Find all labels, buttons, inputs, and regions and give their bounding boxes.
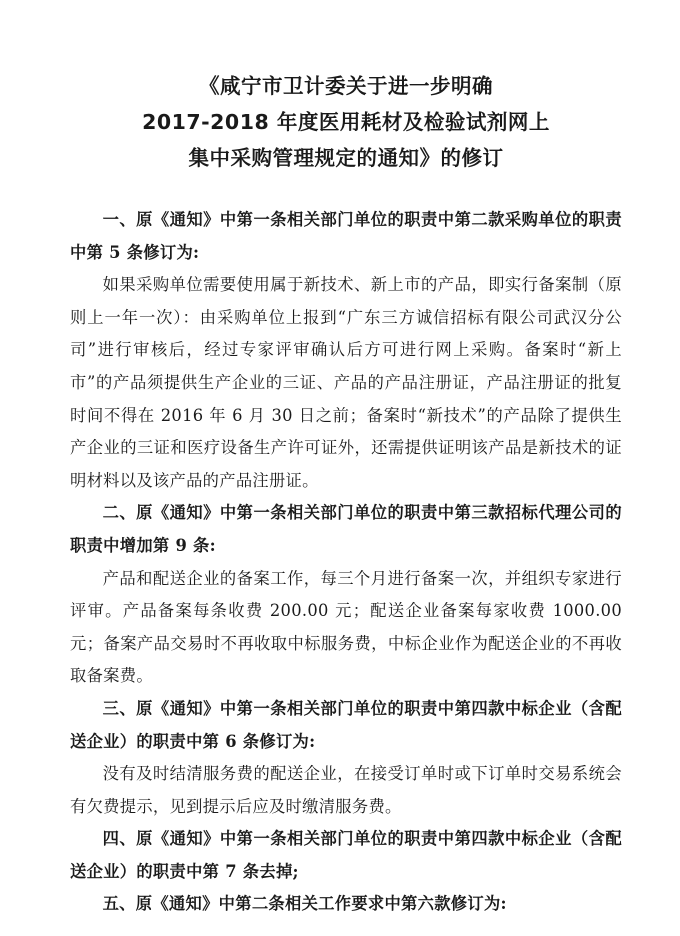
section-1-body: 如果采购单位需要使用属于新技术、新上市的产品，即实行备案制（原则上一年一次）：由采购单位上报到“广东三方诚信招标有限公司武汉分公司”进行审核后，经过专家评审确认后方可进行网上采购。备案时“新上市”的产品须提供生产企业的三证、产品的产品注册证，产品注册证的批复时间不得在 2016 年 6 月 30 日之前；备案时“新技术”的产品除了提供生产企业的三证和医疗设备生产许可证外，还需提供证明该产品是新技术的证明材料以及该产品的产品注册证。: [70, 275, 622, 490]
section-1-heading: 一、原《通知》中第一条相关部门单位的职责中第二款采购单位的职责中第 5 条修订为:: [70, 210, 622, 262]
section-2-heading: 二、原《通知》中第一条相关部门单位的职责中第三款招标代理公司的职责中增加第 9 条:: [70, 503, 622, 555]
title-line-2: 2017-2018 年度医用耗材及检验试剂网上: [142, 110, 550, 134]
section-5-heading: 五、原《通知》中第二条相关工作要求中第六款修订为:: [102, 894, 507, 914]
title-line-3: 集中采购管理规定的通知》的修订: [188, 146, 504, 170]
document-title: [70, 68, 622, 176]
document-body: [70, 204, 622, 921]
section-3-heading: 三、原《通知》中第一条相关部门单位的职责中第四款中标企业（含配送企业）的职责中第 6 条修订为:: [70, 698, 622, 751]
title-line-1: 《咸宁市卫计委关于进一步明确: [199, 74, 493, 98]
section-4-heading: 四、原《通知》中第一条相关部门单位的职责中第四款中标企业（含配送企业）的职责中第 7 条去掉;: [70, 829, 622, 881]
section-3-body: 没有及时结清服务费的配送企业，在接受订单时或下订单时交易系统会有欠费提示，见到提示后应及时缴清服务费。: [70, 764, 622, 816]
section-2-body: 产品和配送企业的备案工作，每三个月进行备案一次，并组织专家进行评审。产品备案每条收费 200.00 元；配送企业备案每家收费 1000.00 元；备案产品交易时不再收取中标服务费，中标企业作为配送企业的不再收取备案费。: [70, 568, 622, 686]
